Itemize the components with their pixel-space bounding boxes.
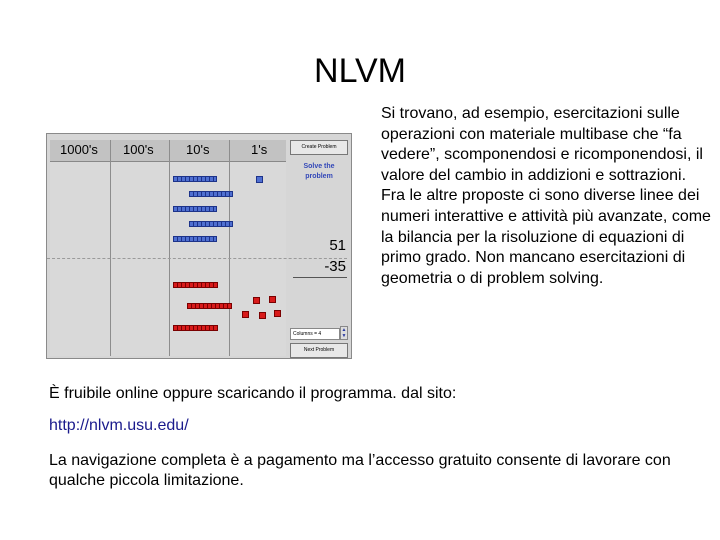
red-unit-cube[interactable] [242,311,249,318]
red-unit-cube[interactable] [269,296,276,303]
blue-ten-rod[interactable] [189,191,233,197]
red-ten-rod[interactable] [173,325,218,331]
website-link[interactable]: http://nlvm.usu.edu/ [49,417,189,434]
first-operand: 51 [329,237,346,254]
control-panel [290,140,348,356]
column-header-ones: 1's [251,142,268,157]
column-header-thousands: 1000's [60,142,98,157]
red-unit-cube[interactable] [253,297,260,304]
solve-instruction-line2: problem [305,173,333,180]
blue-ten-rod[interactable] [173,206,217,212]
blue-ten-rod[interactable] [173,176,217,182]
base-blocks-applet [46,133,352,359]
blue-ten-rod[interactable] [189,221,233,227]
blue-ten-rod[interactable] [173,236,217,242]
second-operand: -35 [324,258,346,275]
create-problem-button[interactable]: Create Problem [290,140,348,155]
column-header-row [50,140,286,162]
spinner-up-icon[interactable]: ▲ [341,327,347,333]
solve-instruction-line1: Solve the [303,163,335,170]
columns-select[interactable]: Columns = 4 [290,328,340,340]
column-header-tens: 10's [186,142,210,157]
red-ten-rod[interactable] [187,303,232,309]
next-problem-button[interactable]: Next Problem [290,343,348,358]
column-divider [110,140,111,356]
footer-text: La navigazione completa è a pagamento ma l’accesso gratuito consente di lavorare con qualche piccola limitazione. [49,452,671,489]
red-unit-cube[interactable] [274,310,281,317]
red-ten-rod[interactable] [173,282,218,288]
solve-instruction [290,162,348,182]
availability-text: È fruibile online oppure scaricando il programma. dal sito: [49,385,457,402]
blue-unit-cube[interactable] [256,176,263,183]
spinner-down-icon[interactable]: ▼ [341,333,347,339]
place-value-board[interactable] [50,140,286,356]
description-text: Si trovano, ad esempio, esercitazioni sulle operazioni con materiale multibase che “fa vedere”, scomponendosi e ricomponendosi, il valore del cambio in addizioni e sottrazioni. Fra le altre proposte ci sono diverse linee dei numeri interattive e attività più avanzate, come la bilancia per la risoluzione di equazioni di primo grado. Non mancano esercitazioni di geometria o di problem solving. [381,105,711,287]
columns-spinner[interactable] [340,326,348,340]
column-divider [169,140,170,356]
column-divider [229,140,230,356]
column-header-hundreds: 100's [123,142,154,157]
slide-title: NLVM [314,52,406,90]
red-unit-cube[interactable] [259,312,266,319]
result-rule [293,277,347,278]
